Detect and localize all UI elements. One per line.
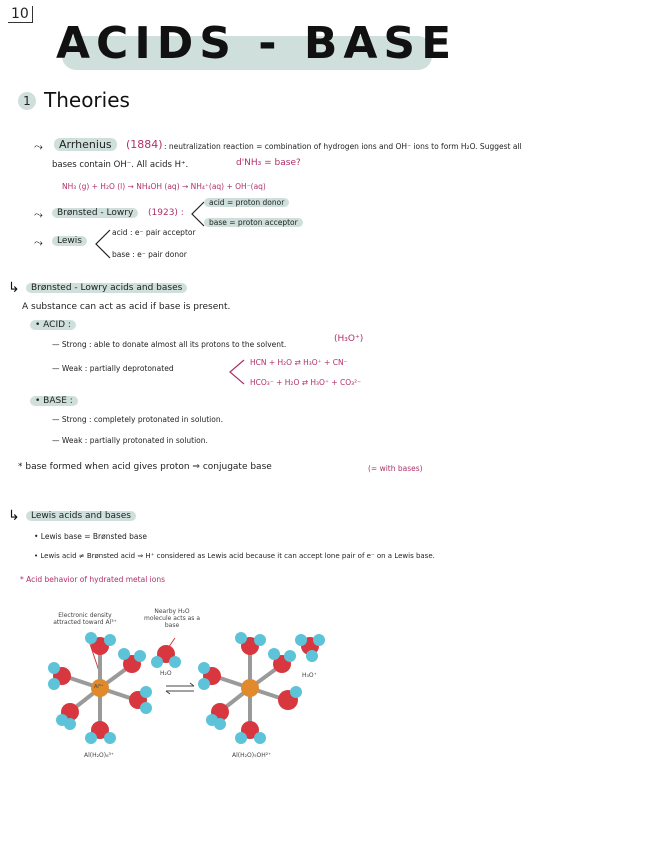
- arrhenius-equation: NH₃ (g) + H₂O (l) → NH₄OH (aq) → NH₄⁺(aq) + OH⁻(aq): [62, 182, 266, 191]
- bronsted-base-def: base = proton acceptor: [204, 218, 303, 227]
- center-atom-label: Al³⁺: [94, 684, 104, 690]
- weak-acid-line: — Weak : partially deprotonated: [52, 364, 174, 373]
- lewis-acid-def: acid : e⁻ pair acceptor: [112, 228, 196, 237]
- strong-acid-line: — Strong : able to donate almost all its protons to the solvent.: [52, 340, 287, 349]
- bronsted-year: (1923) :: [148, 208, 184, 218]
- hydrated-aluminum-figure: [40, 630, 340, 750]
- section-bronsted-heading: Brønsted - Lowry acids and bases: [26, 283, 187, 293]
- arrhenius-text-line1: : neutralization reaction = combination of hydrogen ions and OH⁻ ions to form H₂O. Suggest all: [164, 142, 522, 151]
- hydrated-metal-note: * Acid behavior of hydrated metal ions: [20, 575, 165, 584]
- wave-arrow-icon: ⤳: [34, 236, 43, 249]
- arrhenius-year: (1884): [126, 138, 163, 151]
- lewis-label: Lewis: [52, 236, 87, 246]
- label-al-h2o-5-oh: Al(H₂O)₅OH²⁺: [232, 752, 272, 759]
- base-label: • BASE :: [30, 396, 78, 406]
- conjugate-base-note: (= with bases): [368, 464, 423, 473]
- callout-nearby-water: Nearby H₂O molecule acts as a base: [144, 608, 200, 629]
- conjugate-base-line: * base formed when acid gives proton ⇒ conjugate base: [18, 462, 272, 472]
- nearby-water: [151, 645, 181, 668]
- label-al-h2o-6: Al(H₂O)₆³⁺: [84, 752, 115, 759]
- wave-arrow-icon: ⤳: [34, 208, 43, 221]
- arrhenius-label: Arrhenius: [54, 138, 117, 151]
- callout-electron-density: Electronic density attracted toward Al³⁺: [53, 612, 117, 626]
- return-arrow-icon: ↳: [8, 280, 20, 296]
- lewis-base-line: • Lewis base = Brønsted base: [34, 532, 147, 541]
- arrhenius-text-line2: bases contain OH⁻. All acids H⁺.: [52, 160, 189, 170]
- weak-acid-eq1: HCN + H₂O ⇄ H₃O⁺ + CN⁻: [250, 358, 348, 367]
- lewis-base-def: base : e⁻ pair donor: [112, 250, 187, 259]
- strong-base-line: — Strong : completely protonated in solution.: [52, 415, 223, 424]
- page-number: 10: [8, 6, 33, 23]
- weak-acid-eq2: HCO₃⁻ + H₂O ⇄ H₃O⁺ + CO₃²⁻: [250, 378, 362, 387]
- hydronium-ion: [295, 634, 325, 662]
- acid-label: • ACID :: [30, 320, 76, 330]
- section-lewis-heading: Lewis acids and bases: [26, 511, 136, 521]
- wave-arrow-icon: ⤳: [34, 140, 43, 153]
- bronsted-intro: A substance can act as acid if base is present.: [22, 302, 231, 312]
- lewis-acid-line: • Lewis acid ≠ Brønsted acid ⇒ H⁺ considered as Lewis acid because it can accept lone pair of e⁻ on a Lewis base.: [34, 552, 435, 560]
- page-title: ACIDS - BASE: [56, 18, 458, 69]
- arrhenius-note: d'NH₃ = base?: [236, 158, 301, 168]
- bronsted-label: Brønsted - Lowry: [52, 208, 138, 218]
- section-theories-heading: Theories: [44, 88, 130, 112]
- lewis-brace: [94, 228, 112, 260]
- weak-base-line: — Weak : partially protonated in solution.: [52, 436, 208, 445]
- label-h3o: H₃O⁺: [302, 672, 317, 679]
- bronsted-acid-def: acid = proton donor: [204, 198, 289, 207]
- label-h2o: H₂O: [160, 670, 172, 677]
- return-arrow-icon: ↳: [8, 508, 20, 524]
- strong-acid-note: (H₃O⁺): [334, 334, 364, 344]
- right-complex: [198, 632, 302, 744]
- weak-acid-brace: [226, 356, 246, 388]
- section-number-badge: 1: [18, 92, 36, 110]
